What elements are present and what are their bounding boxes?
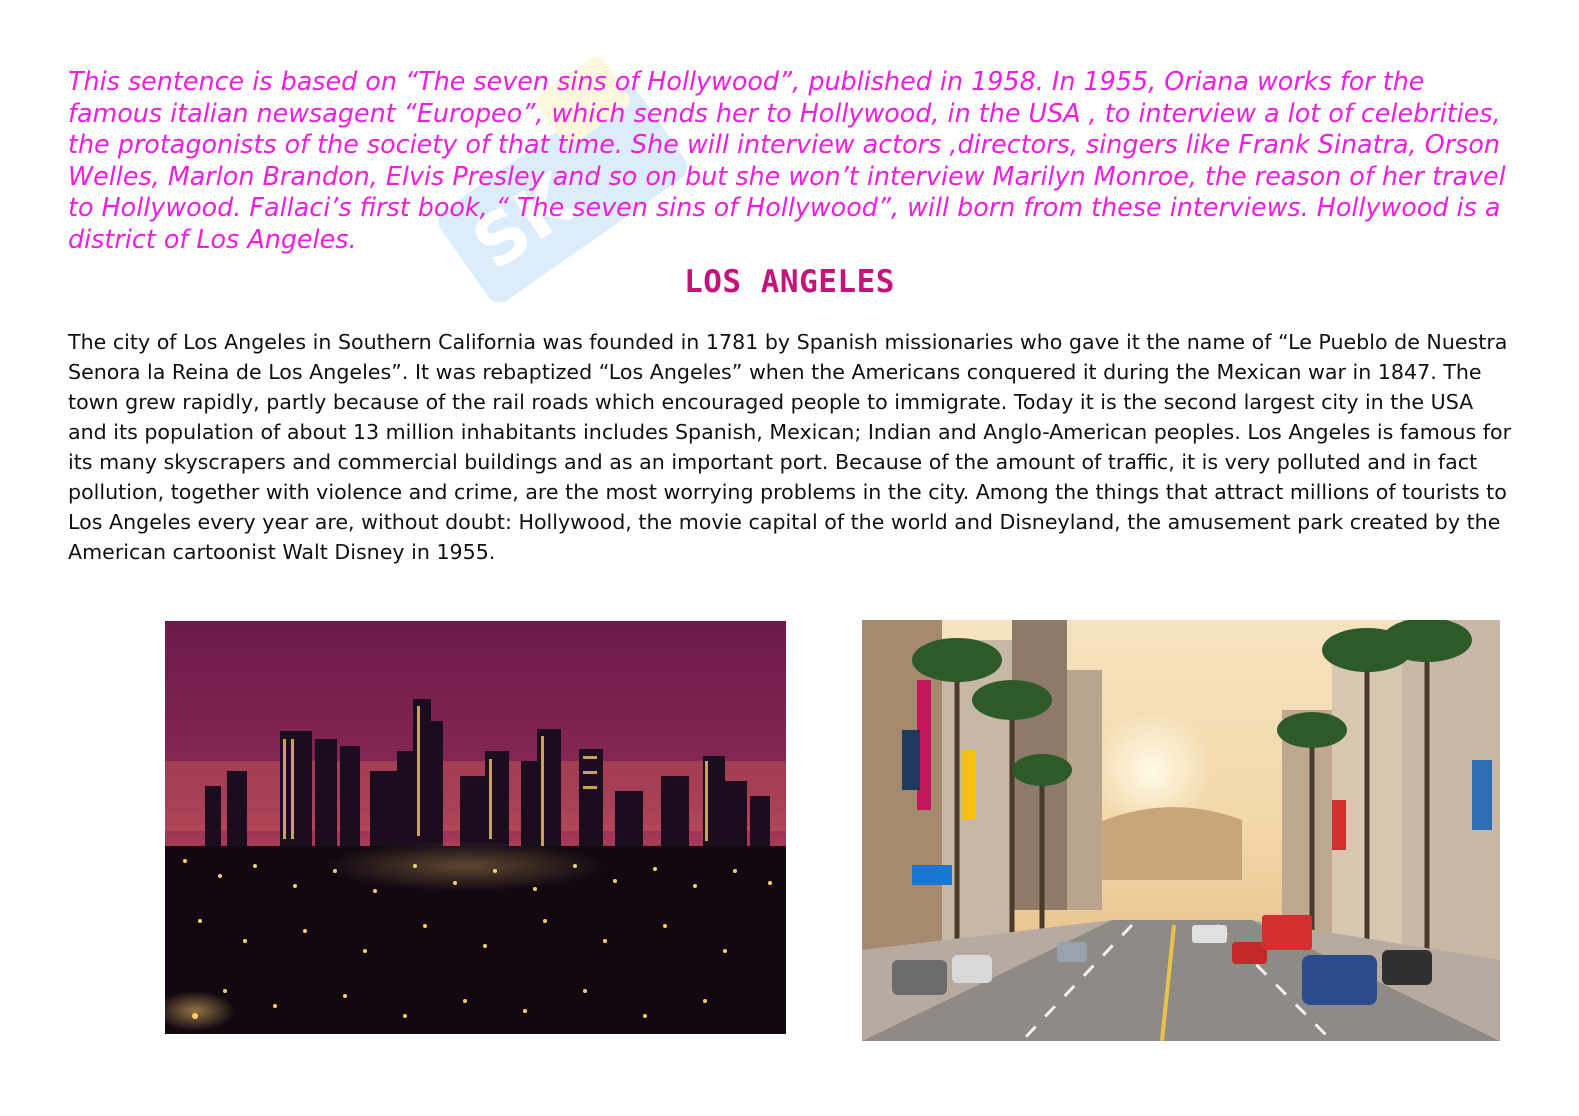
svg-text:SK: SK <box>458 158 591 286</box>
hollywood-boulevard-street-photo <box>862 620 1500 1041</box>
section-title: LOS ANGELES <box>684 264 895 300</box>
los-angeles-night-skyline-photo <box>165 621 786 1034</box>
body-paragraph: The city of Los Angeles in Southern California was founded in 1781 by Spanish missionaries who gave it the name of “Le Pueblo de Nuestra Senora la Reina de Los Angeles”. It was rebaptized “Los Angeles” when the Americans conquered it during the Mexican war in 1847. The town grew rapidly, partly because of the rail roads which encouraged people to immigrate. Today it is the second largest city in the USA and its population of about 13 million inhabitants includes Spanish, Mexican; Indian and Anglo-American peoples. Los Angeles is famous for its many skyscrapers and commercial buildings and as an important port. Because of the amount of traffic, it is very polluted and in fact pollution, together with violence and crime, are the most worrying problems in the city. Among the things that attract millions of tourists to Los Angeles every year are, without doubt: Hollywood, the movie capital of the world and Disneyland, the amusement park created by the American cartoonist Walt Disney in 1955. <box>68 330 1512 564</box>
intro-paragraph: This sentence is based on “The seven sins of Hollywood”, published in 1958. In 1955, Oriana works for the famous italian newsagent “Europeo”, which sends her to Hollywood, in the USA , to interview a lot of celebrities, the protagonists of the society of that time. She will interview actors ,directors, singers like Frank Sinatra, Orson Welles, Marlon Brandon, Elvis Presley and so on but she won’t interview Marilyn Monroe, the reason of her travel to Hollywood. Fallaci’s first book, “ The seven sins of Hollywood”, will born from these interviews. Hollywood is a district of Los Angeles. <box>68 66 1506 254</box>
